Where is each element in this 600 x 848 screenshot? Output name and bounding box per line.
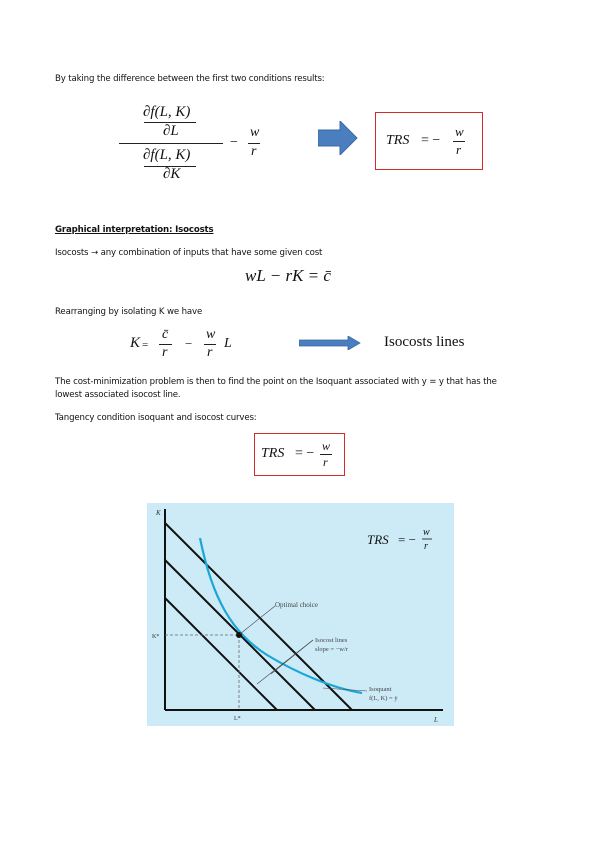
section-heading: Graphical interpretation: Isocosts — [55, 225, 214, 235]
k-equals: = — [142, 339, 149, 351]
isocost-lines-label: Isocosts lines — [384, 334, 465, 350]
trs-w-2: w — [322, 439, 331, 453]
c-bar-symbol: c̄ — [162, 327, 169, 342]
r-symbol-1: r — [162, 345, 168, 360]
right-arrow-icon-small — [299, 336, 361, 350]
r-symbol: r — [251, 144, 257, 159]
isocost-label-1: Isocost lines — [315, 637, 348, 644]
l-star-label: L* — [234, 716, 241, 722]
cost-min-text-2: lowest associated isocost line. — [55, 390, 181, 400]
trs-r-2: r — [323, 455, 328, 469]
w-symbol: w — [250, 125, 260, 140]
r-symbol-2: r — [207, 345, 213, 360]
minus-sign: − — [230, 135, 238, 150]
fig-trs-r: r — [424, 541, 428, 552]
isocost-label-2: slope = −w/r — [315, 646, 348, 653]
trs-label: TRS — [386, 133, 410, 148]
l-symbol: L — [224, 336, 232, 351]
denominator-top: ∂f(L, K) — [143, 147, 191, 163]
optimal-label: Optimal choice — [275, 601, 318, 609]
numerator-top: ∂f(L, K) — [143, 104, 191, 120]
trs-box-middle — [254, 433, 345, 476]
isocost-equation: wL − rK = c̄ — [245, 266, 331, 285]
cost-min-text-1: The cost-minimization problem is then to find the point on the Isoquant associated with y = y that has the — [55, 377, 497, 387]
y-axis-label: K — [156, 509, 161, 517]
isoquant-label-1: Isoquant — [369, 686, 392, 693]
tangency-text: Tangency condition isoquant and isocost curves: — [55, 413, 257, 423]
right-arrow-icon — [318, 121, 358, 155]
k-star-label: K* — [152, 634, 160, 640]
isocost-definition: Isocosts → any combination of inputs that have some given cost — [55, 248, 323, 258]
k-symbol: K — [130, 335, 141, 351]
trs-box-top — [375, 112, 483, 170]
fig-trs-label: TRS — [367, 532, 389, 547]
trs-label-2: TRS — [261, 446, 285, 461]
w-symbol-2: w — [206, 327, 216, 342]
trs-w: w — [455, 124, 464, 139]
trs-r: r — [456, 142, 462, 157]
rearranging-text: Rearranging by isolating K we have — [55, 307, 203, 317]
x-axis-label: L — [434, 716, 438, 724]
intro-text: By taking the difference between the first two conditions results: — [55, 74, 325, 84]
isocost-figure — [147, 503, 454, 726]
isoquant-label-2: f(L, K) = ȳ — [369, 695, 398, 702]
fig-trs-w: w — [423, 527, 430, 538]
denominator-bottom: ∂K — [163, 166, 181, 182]
trs-equals: = − — [421, 133, 441, 148]
minus-sign-2: − — [185, 336, 193, 351]
numerator-bottom: ∂L — [163, 123, 179, 139]
trs-equals-2: = − — [295, 446, 315, 461]
fig-trs-equals: = − — [398, 532, 416, 547]
